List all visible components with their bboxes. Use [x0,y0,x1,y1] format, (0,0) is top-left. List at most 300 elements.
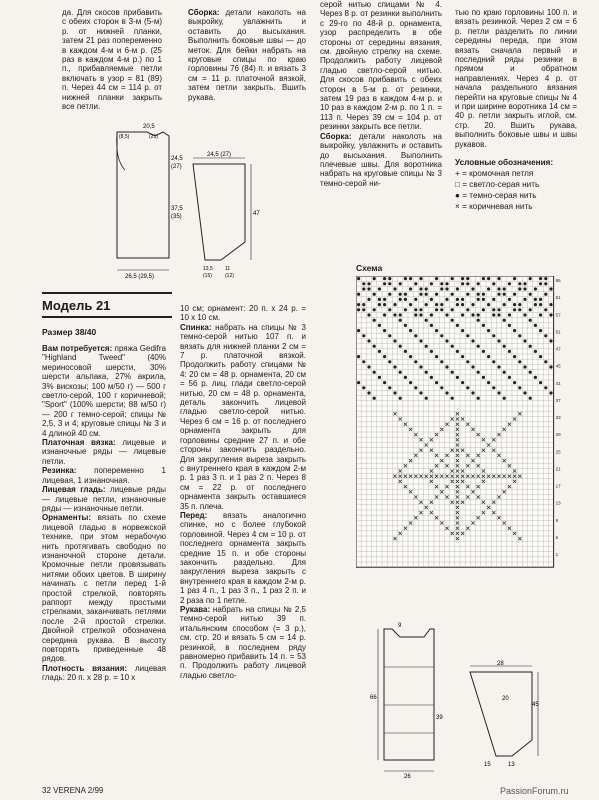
dark-stitch [404,350,407,353]
dark-stitch [404,277,407,280]
dark-stitch [393,391,396,394]
dark-stitch [430,376,433,379]
pattern1-label: 26,5 (29,5) [125,274,155,280]
dark-stitch [529,308,532,311]
dark-stitch [492,282,495,285]
dark-stitch [373,371,376,374]
dark-stitch [544,282,547,285]
dark-stitch [539,298,542,301]
pattern1-label: 20,5 [143,124,155,130]
dark-stitch [477,298,480,301]
dark-stitch [456,298,459,301]
dark-stitch [503,303,506,306]
dark-stitch [549,313,552,316]
dark-stitch [482,308,485,311]
dark-stitch [544,293,547,296]
dark-stitch [388,277,391,280]
dark-stitch [492,386,495,389]
dark-stitch [414,360,417,363]
dark-stitch [549,339,552,342]
dark-stitch [388,293,391,296]
dark-stitch [503,371,506,374]
dark-stitch [518,386,521,389]
row-number: 1 [555,552,559,558]
dark-stitch [513,303,516,306]
dark-stitch [367,339,370,342]
dark-stitch [471,313,474,316]
dark-stitch [419,308,422,311]
dark-stitch [456,350,459,353]
top-col2-text: детали наколоть на выкройку, увлажнить и оставить до высыхания. Выполнить боковые швы — до меток. Для бейки набрать на круговые спицы по краю горловины 76 (84) п. и вязать 3 см = 11 р. платочной вязкой, затем петли закрыть. Вшить рукава. [188,8,306,102]
dark-stitch [383,277,386,280]
dark-stitch [497,308,500,311]
dark-stitch [508,313,511,316]
dark-stitch [456,303,459,306]
dark-stitch [523,298,526,301]
row-number: 47 [555,346,561,352]
dark-stitch [383,381,386,384]
dark-stitch [399,397,402,400]
dark-stitch [482,324,485,327]
dark-stitch [425,293,428,296]
dark-stitch [466,277,469,280]
dark-stitch [367,287,370,290]
dark-stitch [461,329,464,332]
top-text-column-4 [455,8,577,212]
dark-stitch [497,277,500,280]
top-text-column-2 [188,8,306,102]
dark-stitch [362,334,365,337]
dark-stitch [471,365,474,368]
dark-stitch [440,282,443,285]
dark-stitch [445,287,448,290]
dark-stitch [399,371,402,374]
dark-stitch [539,355,542,358]
row-number: 61 [555,295,561,301]
pattern3-label: 39 [436,715,443,721]
size-line: Размер 38/40 [42,327,97,337]
pattern4-label: 13 [508,762,515,768]
dark-stitch [362,308,365,311]
dark-stitch [477,313,480,316]
dark-stitch [477,397,480,400]
row-number: 41 [555,380,561,386]
knitting-chart [356,276,574,606]
dark-stitch [388,386,391,389]
row-number: 9 [555,517,559,523]
dark-stitch [523,282,526,285]
dark-stitch [466,282,469,285]
dark-stitch [362,303,365,306]
dark-stitch [419,339,422,342]
dark-stitch [445,282,448,285]
dark-stitch [440,308,443,311]
dark-stitch [534,298,537,301]
dark-stitch [518,282,521,285]
dark-stitch [487,329,490,332]
legend-item: × = коричневая нить [455,202,533,212]
dark-stitch [383,303,386,306]
pattern4-label: 28 [497,661,504,667]
dark-stitch [357,293,360,296]
dark-stitch [409,381,412,384]
dark-stitch [549,365,552,368]
dark-stitch [492,360,495,363]
dark-stitch [425,371,428,374]
dark-stitch [482,293,485,296]
section-rule [42,292,172,294]
row-number: 29 [555,432,561,438]
row-number: 5 [555,534,559,540]
dark-stitch [367,391,370,394]
dark-stitch [362,282,365,285]
row-number: 21 [555,466,561,472]
dark-stitch [419,365,422,368]
dark-stitch [362,287,365,290]
dark-stitch [534,350,537,353]
dark-stitch [419,313,422,316]
dark-stitch [471,303,474,306]
dark-stitch [492,308,495,311]
dark-stitch [461,303,464,306]
dark-stitch [529,371,532,374]
dark-stitch [373,319,376,322]
dark-stitch [399,293,402,296]
dark-stitch [544,386,547,389]
dark-stitch [435,277,438,280]
dark-stitch [492,334,495,337]
dark-stitch [357,303,360,306]
dark-stitch [518,360,521,363]
dark-stitch [414,334,417,337]
dark-stitch [383,313,386,316]
dark-stitch [435,329,438,332]
dark-stitch [492,313,495,316]
dark-stitch [445,339,448,342]
dark-stitch [440,360,443,363]
dark-stitch [409,303,412,306]
model-text-column-1: Вам потребуется: пряжа Gedifra "Highland Tweed" (40% мериносовой шерсти, 30% шерсти альпака, 27% акрила, 3% вискозы; 100 м/50 г) — 500 г светло-серой, 100 г коричневой; "Sport" (100% шерсти; 88 м/50 г) — 200 г темно-серой; спицы № 2,5, 3 и 4; круговые спицы № 3 и 4 длиной 40 см. Платочная вязка: лицевые и изнаночные ряды — лицевые петли. Резинка: попеременно 1 лицевая, 1 изнаночная. Лицевая гладь: лицевые ряды — лицевые петли, изнаночные ряды — изнаночные петли. Орнаменты: вязать по схеме лицевой гладью в норвежской технике, при этом нерабочую нить протягивать свободно по изнаночной стороне детали. Кромочные петли провязывать нитями обоих цветов. В ширину начинать с петли перед 1-й простой стрелкой, повторять раппорт между простыми стрелками, заканчивать петлями после 2-й простой стрелки. Двойной стрелкой обозначена середина рукава. В высоту повторять приведенные 48 рядов. Плотность вязания: лицевая гладь: 20 п. х 28 р. = 10 х [42,344,167,683]
dark-stitch [482,277,485,280]
dark-stitch [445,365,448,368]
legend-item: ● = темно-серая нить [455,191,537,201]
dark-stitch [456,324,459,327]
dark-stitch [477,319,480,322]
assembly-label: Сборка: [188,8,220,17]
dark-stitch [430,313,433,316]
dark-stitch [404,376,407,379]
dark-stitch [414,308,417,311]
dark-stitch [393,339,396,342]
dark-stitch [461,277,464,280]
pattern1-label: (35) [171,214,182,220]
dark-stitch [471,287,474,290]
dark-stitch [373,345,376,348]
page-number: 32 VERENA 2/99 [42,786,104,795]
model-title: Модель 21 [42,298,111,313]
dark-stitch [471,339,474,342]
dark-stitch [425,397,428,400]
dark-stitch [399,313,402,316]
dark-stitch [529,293,532,296]
dark-stitch [430,324,433,327]
dark-stitch [518,303,521,306]
pattern2-label: 47 [253,211,260,217]
dark-stitch [513,293,516,296]
dark-stitch [523,339,526,342]
dark-stitch [378,298,381,301]
dark-stitch [419,287,422,290]
dark-stitch [357,381,360,384]
dark-stitch [451,308,454,311]
dark-stitch [482,350,485,353]
dark-stitch [503,287,506,290]
dark-stitch [508,324,511,327]
dark-stitch [378,287,381,290]
dark-stitch [461,282,464,285]
dark-stitch [549,287,552,290]
dark-stitch [523,313,526,316]
dark-stitch [357,329,360,332]
dark-stitch [539,329,542,332]
dark-stitch [451,277,454,280]
pattern3-label: 9 [398,623,402,629]
dark-stitch [456,287,459,290]
dark-stitch [456,376,459,379]
dark-stitch [388,360,391,363]
dark-stitch [419,277,422,280]
model-text-column-2: 10 см; орнамент: 20 п. х 24 р. = 10 х 10 см. Спинка: набрать на спицы № 3 темно-серой нитью 107 п. и вязать для нижней планки 2 см = 7 р. платочной вязкой. Продолжить работу спицами № 4: 20 см = 48 р. орнамента, 20 см = 56 р. лиц. глади светло-серой нитью, 20 см = 48 р. орнамента, деталь закончить лицевой гладью светло-серой нитью. Через 6 см = 16 р. от последнего орнамента закрыть для горловины средние 27 п. и обе стороны закончить раздельно. Для закругления выреза закрыть с внутреннего края в каждом 2-м р. 1 раз 3 п. и 1 раз 2 п. Через 8 см = 22 р. от последнего орнамента закрыть оставшиеся 35 п. плеча. Перед: вязать аналогично спинке, но с более глубокой горловиной. Через 4 см = 10 р. от последнего орнамента закрыть средние 15 п. и обе стороны закончить раздельно. Для закругления выреза закрыть с внутреннего края в каждом 2-м р. 1 раз 4 п., 1 раз 3 п., 1 раз 2 п. и 2 раза по 1 петле. Рукава: набрать на спицы № 2,5 темно-серой нитью 39 п. итальянским способом (= 3 р.), см. стр. 20 и вязать 5 см = 14 р. резинкой, в последнем ряду равномерно прибавить 14 п. = 53 п. Продолжить работу лицевой гладью светло- [180,304,306,680]
dark-stitch [409,329,412,332]
dark-stitch [409,287,412,290]
dark-stitch [492,298,495,301]
dark-stitch [523,391,526,394]
row-number: 57 [555,312,561,318]
pattern1-label: 24,5 [171,156,183,162]
dark-stitch [393,287,396,290]
dark-stitch [393,303,396,306]
dark-stitch [399,319,402,322]
dark-stitch [513,355,516,358]
dark-stitch [430,350,433,353]
dark-stitch [425,287,428,290]
pattern-diagram-sleeve-2 [462,660,544,770]
pattern1-label: (21) [149,134,158,140]
top-col3-text: серой нитью спицами № 4. Через 8 р. от резинки выполнить с 29-го по 48-й р. орнамента, узор распределить в обе стороны от середины вязания, см. двойную стрелку на схеме. Продолжить работу лицевой гладью светло-серой нитью. Для скосов прибавить с обеих сторон в 5-м р. от резинки, затем 19 раз в каждом 4-м р. и 10 раз в каждом 2-м р. по 1 п. = 113 п. Через 39 см = 104 р. от резинки закрыть все петли. [320,0,442,132]
dark-stitch [419,293,422,296]
legend [455,157,577,212]
dark-stitch [425,319,428,322]
dark-stitch [378,350,381,353]
pattern2-label: 11 [225,266,231,272]
dark-stitch [497,293,500,296]
dark-stitch [388,334,391,337]
dark-stitch [435,355,438,358]
dark-stitch [482,298,485,301]
dark-stitch [513,308,516,311]
dark-stitch [378,324,381,327]
row-number: 37 [555,397,561,403]
pattern4-label: 45 [532,702,539,708]
dark-stitch [367,313,370,316]
dark-stitch [513,329,516,332]
dark-stitch [399,345,402,348]
dark-stitch [503,397,506,400]
dark-stitch [430,298,433,301]
dark-stitch [388,282,391,285]
dark-stitch [445,391,448,394]
assembly-label-2: Сборка: [320,131,352,141]
dark-stitch [544,308,547,311]
dark-stitch [529,345,532,348]
dark-stitch [487,381,490,384]
dark-stitch [466,334,469,337]
dark-stitch [503,345,506,348]
dark-stitch [404,293,407,296]
dark-stitch [503,319,506,322]
dark-stitch [378,303,381,306]
row-number: 17 [555,483,561,489]
dark-stitch [544,334,547,337]
pattern3-label: 26 [404,774,411,780]
pattern3-label: 66 [370,695,377,701]
top-text-column-1 [62,8,162,111]
top-text-column-3 [320,0,442,188]
top-col1-text: да. Для скосов прибавить с обеих сторон в 3-м (5-м) р. от нижней планки, затем 21 раз попеременно в каждом 4-м и 6-м р. (25 раз в каждом 4-м р.) по 1 п., прибавляемые петли включать в узор = 81 (89) п. Через 44 см = 114 р. от нижней планки закрыть все петли. [62,8,162,112]
dark-stitch [539,282,542,285]
pattern1-label: (8,5) [119,134,130,140]
pattern-diagram-sleeve [185,150,265,280]
section-rule [42,316,172,318]
dark-stitch [383,298,386,301]
row-number: 33 [555,415,561,421]
dark-stitch [529,277,532,280]
dark-stitch [461,381,464,384]
dark-stitch [466,308,469,311]
legend-item: □ = светло-серая нить [455,180,540,190]
dark-stitch [399,298,402,301]
dark-stitch [435,303,438,306]
dark-stitch [539,313,542,316]
dark-stitch [487,287,490,290]
dark-stitch [362,360,365,363]
dark-stitch [440,287,443,290]
dark-stitch [440,386,443,389]
dark-stitch [497,391,500,394]
dark-stitch [362,386,365,389]
row-number: 13 [555,500,561,506]
dark-stitch [404,324,407,327]
dark-stitch [477,282,480,285]
dark-stitch [451,293,454,296]
dark-stitch [445,313,448,316]
pattern2-label: (12) [225,273,234,279]
dark-stitch [414,386,417,389]
dark-stitch [466,293,469,296]
dark-stitch [523,365,526,368]
dark-stitch [435,293,438,296]
dark-stitch [357,355,360,358]
dark-stitch [539,277,542,280]
dark-stitch [513,381,516,384]
dark-stitch [409,277,412,280]
pattern4-label: 20 [502,696,509,702]
dark-stitch [487,355,490,358]
dark-stitch [503,293,506,296]
dark-stitch [534,376,537,379]
watermark: PassionForum.ru [500,786,569,796]
dark-stitch [487,303,490,306]
dark-stitch [373,293,376,296]
dark-stitch [440,303,443,306]
dark-stitch [549,391,552,394]
dark-stitch [414,282,417,285]
dark-stitch [539,381,542,384]
row-number: 25 [555,449,561,455]
dark-stitch [461,355,464,358]
pattern1-label: 37,5 [171,206,183,212]
top-col4-text: тью по краю горловины 100 п. и вязать резинкой. Через 2 см = 6 р. петли разделить по линии середины переда, при этом вязать сначала первый и последний ряды резинки в прямом и обратном направлениях. Через 4 р. от начала раздельного вязания перейти на круговые спицы № 4 и при ширине воротника 14 см = 40 р. петли закрыть иглой, см. стр. 20. Вшить рукава, выполнить боковые швы и швы рукавов. [455,8,577,149]
top-col3b-text: детали наколоть на выкройку, увлажнить и оставить до высыхания. Выполнить плечевые швы. Для воротника набрать на круговые спицы № 3 темно-серой ни- [320,131,442,188]
dark-stitch [534,324,537,327]
dark-stitch [435,308,438,311]
dark-stitch [508,376,511,379]
pattern-diagram-front [370,615,450,780]
dark-stitch [414,313,417,316]
dark-stitch [425,303,428,306]
dark-stitch [399,282,402,285]
dark-stitch [487,277,490,280]
dark-stitch [461,298,464,301]
dark-stitch [466,360,469,363]
dark-stitch [497,339,500,342]
dark-stitch [393,313,396,316]
dark-stitch [378,376,381,379]
dark-stitch [497,365,500,368]
legend-item: + = кромочная петля [455,169,534,179]
scheme-title: Схема [356,263,383,273]
dark-stitch [482,376,485,379]
dark-stitch [534,303,537,306]
dark-stitch [373,277,376,280]
dark-stitch [497,287,500,290]
dark-stitch [357,277,360,280]
dark-stitch [383,355,386,358]
dark-stitch [513,277,516,280]
dark-stitch [367,365,370,368]
dark-stitch [466,386,469,389]
dark-stitch [440,334,443,337]
pattern1-label: (27) [171,164,182,170]
dark-stitch [409,355,412,358]
dark-stitch [508,298,511,301]
dark-stitch [388,308,391,311]
dark-stitch [404,308,407,311]
dark-stitch [383,329,386,332]
row-number: 45 [555,363,561,369]
row-number: 65 [555,278,561,283]
dark-stitch [419,391,422,394]
dark-stitch [357,308,360,311]
pattern2-label: 13,5 [203,266,213,272]
dark-stitch [414,298,417,301]
row-number: 51 [555,329,561,335]
dark-stitch [549,303,552,306]
dark-stitch [430,282,433,285]
dark-stitch [529,397,532,400]
dark-stitch [461,313,464,316]
dark-stitch [518,308,521,311]
